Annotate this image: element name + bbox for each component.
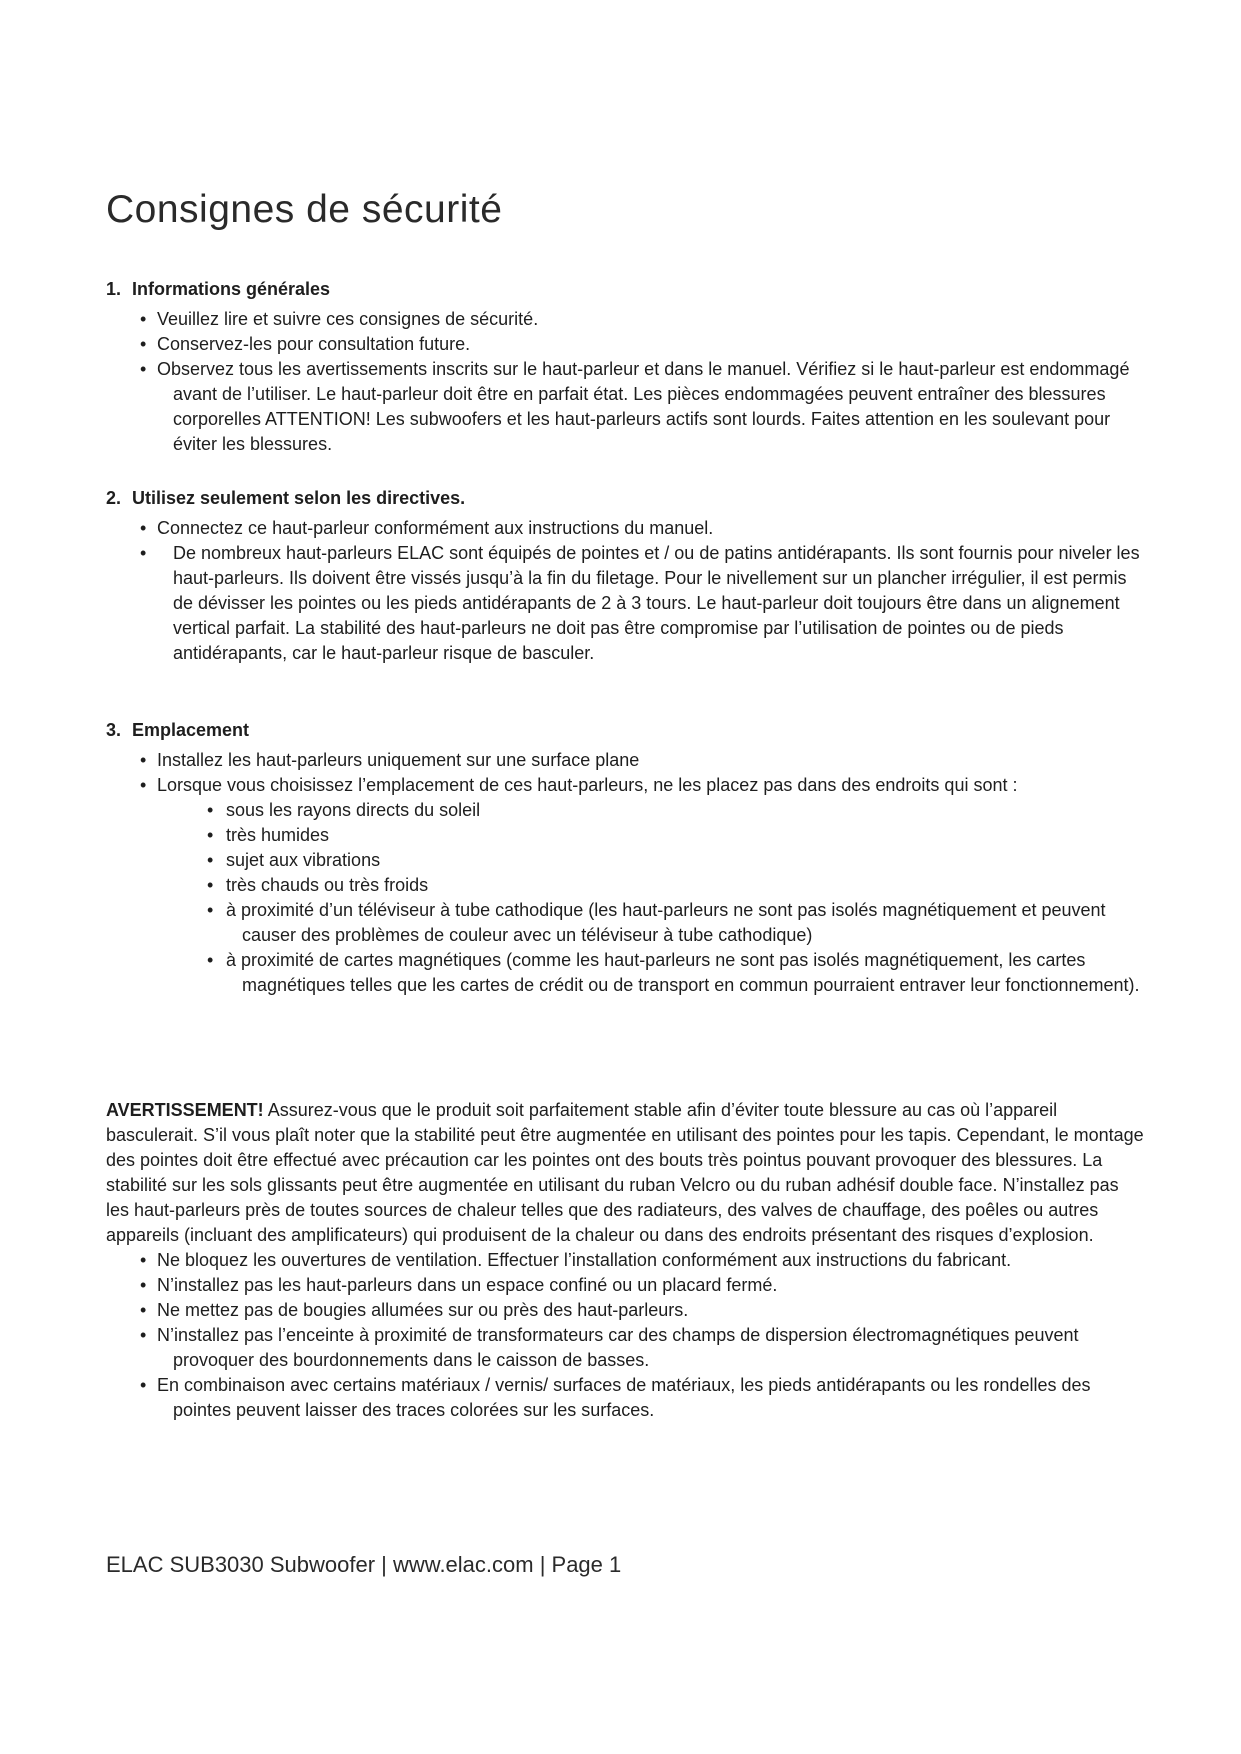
bullet: • xyxy=(207,875,214,895)
list-item-text: N’installez pas les haut-parleurs dans un espace confiné ou un placard fermé. xyxy=(157,1275,778,1295)
list-item-text: Connectez ce haut-parleur conformément aux instructions du manuel. xyxy=(157,518,714,538)
list-item-text: De nombreux haut-parleurs ELAC sont équipés de pointes et / ou de patins antidérapants. Ils sont fournis pour niveler les haut-parleurs. Ils doivent être vissés jusqu’à la fin du filetage. Pour le nivellement sur un plancher irrégulier, il est permis de dévisser les pointes ou les pieds antidérapants de 2 à 3 tours. Le haut-parleur doit toujours être dans un alignement vertical parfait. La stabilité des haut-parleurs ne doit pas être compromise par l’utilisation de pointes ou de pieds antidérapants, car le haut-parleur risque de basculer. xyxy=(173,543,1140,663)
sub-list-item-text: sous les rayons directs du soleil xyxy=(226,800,481,820)
bullet: • xyxy=(140,359,147,379)
list-item-text: Veuillez lire et suivre ces consignes de sécurité. xyxy=(157,309,539,329)
list-item xyxy=(106,1248,1146,1273)
list-item xyxy=(106,307,1146,332)
sub-list-item-text: sujet aux vibrations xyxy=(226,850,381,870)
section-heading xyxy=(106,277,1146,302)
section-general-information xyxy=(106,277,1146,457)
list-item-text: Lorsque vous choisissez l’emplacement de ces haut-parleurs, ne les placez pas dans des endroits qui sont : xyxy=(157,775,1018,795)
bullet: • xyxy=(140,518,147,538)
section-heading-text: Emplacement xyxy=(132,720,250,740)
sub-list-item xyxy=(106,873,1146,898)
list-item xyxy=(106,1273,1146,1298)
list-item-text: Observez tous les avertissements inscrits sur le haut-parleur et dans le manuel. Vérifiez si le haut-parleur est endommagé avant de l’utiliser. Le haut-parleur doit être en parfait état. Les pièces endommagées peuvent entraîner des blessures corporelles ATTENTION! Les subwoofers et les haut-parleurs actifs sont lourds. Faites attention en les soulevant pour éviter les blessures. xyxy=(157,359,1130,454)
list-item xyxy=(106,1323,1146,1373)
section-number: 3. xyxy=(106,720,122,740)
section-usage-directives xyxy=(106,486,1146,666)
section-placement xyxy=(106,718,1146,998)
bullet: • xyxy=(140,1325,147,1345)
list-item xyxy=(106,1298,1146,1323)
page-footer: ELAC SUB3030 Subwoofer | www.elac.com | Page 1 xyxy=(106,1552,622,1577)
list-item xyxy=(106,332,1146,357)
bullet: • xyxy=(140,1250,147,1270)
bullet: • xyxy=(140,775,147,795)
warning-text: Assurez-vous que le produit soit parfaitement stable afin d’éviter toute blessure au cas où l’appareil basculerait. S’il vous plaît noter que la stabilité peut être augmentée en utilisant des pointes pour les tapis. Cependant, le montage des pointes doit être effectué avec précaution car les pointes ont des bouts très pointus pouvant provoquer des blessures. La stabilité sur les sols glissants peut être augmentée en utilisant du ruban Velcro ou du ruban adhésif double face. N’installez pas les haut-parleurs près de toutes sources de chaleur telles que des radiateurs, des valves de chauffage, des poêles ou autres appareils (incluant des amplificateurs) qui produisent de la chaleur ou dans des endroits présentant des risques d’explosion. xyxy=(106,1100,1144,1245)
page-title: Consignes de sécurité xyxy=(106,188,503,231)
section-heading-text: Informations générales xyxy=(132,279,331,299)
bullet: • xyxy=(140,309,147,329)
sub-list-item-text: à proximité d’un téléviseur à tube cathodique (les haut-parleurs ne sont pas isolés magnétiquement et peuvent causer des problèmes de couleur avec un téléviseur à tube cathodique) xyxy=(226,900,1106,945)
bullet: • xyxy=(140,543,147,563)
section-heading-text: Utilisez seulement selon les directives. xyxy=(132,488,466,508)
section-number: 2. xyxy=(106,488,122,508)
warning-block xyxy=(106,1098,1146,1423)
list-item-text: Ne mettez pas de bougies allumées sur ou près des haut-parleurs. xyxy=(157,1300,689,1320)
warning-label: AVERTISSEMENT! xyxy=(106,1100,264,1120)
list-item-text: En combinaison avec certains matériaux / vernis/ surfaces de matériaux, les pieds antidérapants ou les rondelles des pointes peuvent laisser des traces colorées sur les surfaces. xyxy=(157,1375,1091,1420)
bullet: • xyxy=(140,750,147,770)
section-heading xyxy=(106,718,1146,743)
list-item-text: Ne bloquez les ouvertures de ventilation. Effectuer l’installation conformément aux instructions du fabricant. xyxy=(157,1250,1012,1270)
bullet: • xyxy=(207,825,214,845)
warning-paragraph xyxy=(106,1098,1146,1248)
sub-list-item xyxy=(106,848,1146,873)
sub-list-item-text: à proximité de cartes magnétiques (comme les haut-parleurs ne sont pas isolés magnétiquement, les cartes magnétiques telles que les cartes de crédit ou de transport en commun pourraient entraver leur fonctionnement). xyxy=(226,950,1140,995)
list-item-text: Conservez-les pour consultation future. xyxy=(157,334,471,354)
bullet: • xyxy=(207,850,214,870)
section-number: 1. xyxy=(106,279,122,299)
bullet: • xyxy=(140,1375,147,1395)
section-heading xyxy=(106,486,1146,511)
bullet: • xyxy=(140,334,147,354)
sub-list-item-text: très chauds ou très froids xyxy=(226,875,429,895)
sub-list-item-text: très humides xyxy=(226,825,330,845)
bullet: • xyxy=(207,950,214,970)
sub-list-item xyxy=(106,823,1146,848)
bullet: • xyxy=(140,1300,147,1320)
list-item xyxy=(106,1373,1146,1423)
list-item xyxy=(106,541,1146,666)
sub-list-item xyxy=(106,798,1146,823)
list-item-text: N’installez pas l’enceinte à proximité de transformateurs car des champs de dispersion électromagnétiques peuvent provoquer des bourdonnements dans le caisson de basses. xyxy=(157,1325,1079,1370)
sub-list-item xyxy=(106,948,1146,998)
list-item xyxy=(106,773,1146,798)
sub-list-item xyxy=(106,898,1146,948)
list-item xyxy=(106,516,1146,541)
list-item xyxy=(106,357,1146,457)
bullet: • xyxy=(207,800,214,820)
list-item xyxy=(106,748,1146,773)
list-item-text: Installez les haut-parleurs uniquement sur une surface plane xyxy=(157,750,640,770)
bullet: • xyxy=(207,900,214,920)
bullet: • xyxy=(140,1275,147,1295)
